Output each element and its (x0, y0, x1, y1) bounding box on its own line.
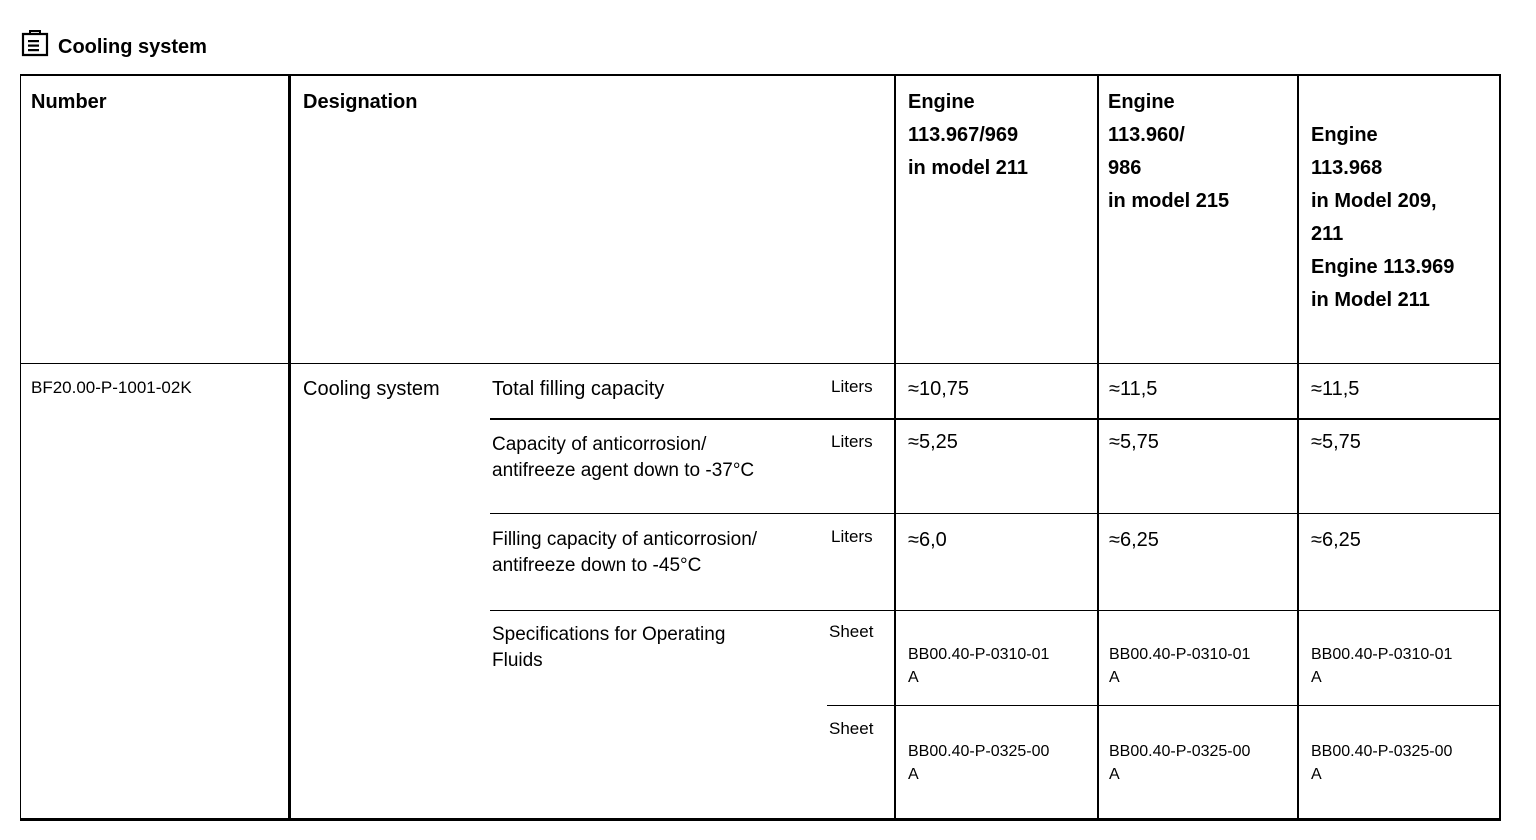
header-designation: Designation (303, 91, 418, 113)
row-unit: Liters (831, 432, 873, 451)
row-value: BB00.40-P-0325-00 A (1311, 743, 1453, 783)
section-title-text: Cooling system (58, 35, 207, 58)
row-value: ≈10,75 (908, 378, 970, 400)
row-value: BB00.40-P-0310-01 A (1311, 646, 1453, 686)
row-value: ≈6,25 (1311, 529, 1361, 551)
row-unit: Sheet (829, 719, 874, 738)
header-engine-3-text: Engine 113.968 in Model 209, 211 Engine 113.969 in Model 211 (1311, 124, 1455, 311)
header-number: Number (31, 91, 107, 113)
row-unit: Sheet (829, 622, 874, 641)
row-value: BB00.40-P-0310-01 A (1109, 646, 1251, 686)
row-value: ≈6,25 (1109, 529, 1159, 551)
header-engine-1: Engine 113.967/969 in model 211 (908, 91, 1029, 179)
row-value: BB00.40-P-0325-00 A (908, 743, 1050, 783)
row-value: ≈11,5 (1109, 378, 1158, 400)
row-label: Total filling capacity (492, 378, 665, 400)
section-title (20, 28, 207, 58)
row-value: ≈5,25 (908, 431, 958, 453)
row-unit: Liters (831, 527, 873, 546)
row-label: Filling capacity of anticorrosion/ antifreeze down to -45°C (492, 529, 758, 576)
row-value: BB00.40-P-0325-00 A (1109, 743, 1251, 783)
row-number: BF20.00-P-1001-02K (31, 378, 192, 397)
header-engine-3 (1311, 86, 1454, 350)
row-label: Capacity of anticorrosion/ antifreeze agent down to -37°C (492, 434, 755, 481)
header-engine-2: Engine 113.960/ 986 in model 215 (1108, 91, 1230, 212)
row-value: ≈5,75 (1311, 431, 1361, 453)
row-value: ≈5,75 (1109, 431, 1159, 453)
row-label: Specifications for Operating Fluids (492, 624, 726, 671)
document-icon (20, 29, 50, 57)
row-designation: Cooling system (303, 378, 440, 400)
row-value: ≈11,5 (1311, 378, 1360, 400)
row-unit: Liters (831, 377, 873, 396)
row-value: BB00.40-P-0310-01 A (908, 646, 1050, 686)
row-value: ≈6,0 (908, 529, 947, 551)
